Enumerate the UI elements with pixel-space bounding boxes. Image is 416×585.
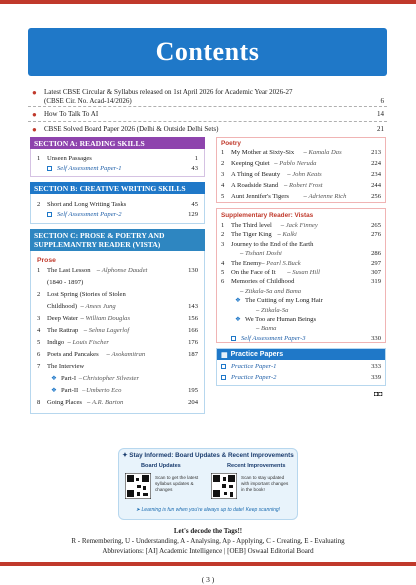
bullet-diamond-icon: ❖ <box>235 297 241 305</box>
decode-line-1: R - Remembering, U - Understanding, A - Analysing, Ap - Applying, C - Creating, E - Evaluating <box>71 537 345 545</box>
row-page: 244 <box>371 182 381 189</box>
toc-row[interactable] <box>221 160 381 168</box>
self-assessment-row[interactable] <box>37 211 198 219</box>
section-b-title: SECTION B: CREATIVE WRITING SKILLS <box>34 183 186 193</box>
stay-footer-text: Learning is fun when you're always up to date! Keep scanning! <box>141 507 281 513</box>
board-updates-label: Board Updates <box>141 463 181 469</box>
top-item-page: 21 <box>377 125 384 133</box>
row-dash: – <box>261 259 265 267</box>
row-dash: – <box>80 315 84 322</box>
toc-row[interactable] <box>221 269 381 277</box>
toc-row[interactable] <box>221 288 381 296</box>
practice-papers-header <box>217 349 385 360</box>
row-title: The Tiger King <box>231 231 272 239</box>
row-page: 1 <box>194 155 198 162</box>
toc-row[interactable] <box>221 325 381 333</box>
row-page: 286 <box>371 250 381 258</box>
row-dash: – <box>67 339 71 346</box>
row-author: Pearl S.Buck <box>266 259 301 267</box>
row-dash: – <box>280 222 285 229</box>
row-page: 339 <box>371 374 381 381</box>
row-author: Bama <box>261 325 277 333</box>
top-item-text-2: (CBSE Cir. No. Acad-14/2026) <box>44 97 132 105</box>
row-author: Pablo Neruda <box>279 160 317 167</box>
row-page: 307 <box>371 269 381 276</box>
toc-row[interactable] <box>37 327 198 335</box>
section-c-title: SECTION C: PROSE & POETRY AND <box>34 231 165 240</box>
row-author: Kalki <box>282 231 297 239</box>
bullet-icon: ● <box>32 110 37 119</box>
row-title: On the Face of It <box>231 269 276 276</box>
bulb-icon: ✦ <box>122 452 130 459</box>
row-author: Asokamitran <box>111 351 146 358</box>
row-title: Short and Long Writing Tasks <box>47 201 127 208</box>
stay-informed-title <box>119 452 297 459</box>
toc-row[interactable] <box>221 193 381 201</box>
self-assessment-row[interactable] <box>221 335 381 343</box>
row-title: We Too are Human Beings <box>245 316 317 323</box>
toc-row[interactable] <box>37 279 198 287</box>
row-title: The Rattrap <box>47 327 79 334</box>
divider <box>28 106 387 107</box>
row-title: The Cutting of my Long Hair <box>245 297 323 305</box>
row-title: Lost Spring (Stories of Stolen <box>47 291 126 298</box>
row-page: 187 <box>188 351 198 358</box>
practice-papers-icon: ▦ <box>221 351 228 359</box>
row-title: Deep Water <box>47 315 79 322</box>
row-author: Jack Finney <box>285 222 318 229</box>
toc-row[interactable] <box>221 307 381 315</box>
row-dash: – <box>78 375 83 382</box>
row-title: Self Assessment Paper-3 <box>241 334 306 342</box>
section-a-header <box>30 137 205 149</box>
toc-subrow[interactable] <box>37 375 198 383</box>
row-title: Childhood) <box>47 303 78 310</box>
row-page: 213 <box>371 149 381 156</box>
row-number: 3 <box>221 171 225 178</box>
bullet-icon: ● <box>32 88 37 97</box>
row-title: (1840 - 1897) <box>47 279 84 286</box>
toc-row[interactable] <box>221 260 381 268</box>
row-author: William Douglas <box>85 315 131 322</box>
row-author: Anees Jung <box>85 303 116 310</box>
row-number: 5 <box>221 269 225 276</box>
toc-row[interactable] <box>221 241 381 249</box>
stay-title-text: Stay Informed: Board Updates & Recent Improvements <box>129 452 294 459</box>
row-title: Self Assessment Paper-2 <box>57 211 122 218</box>
row-title: Practice Paper-2 <box>231 374 277 381</box>
stay-footer <box>119 507 297 513</box>
row-page: 156 <box>188 315 198 322</box>
checkbox-icon <box>47 212 52 217</box>
row-title: Poets and Pancakes <box>47 351 99 358</box>
top-accent-bar <box>0 0 416 4</box>
toc-row[interactable] <box>37 291 198 299</box>
row-title: Memories of Childhood <box>231 278 295 286</box>
toc-subrow[interactable] <box>37 387 198 395</box>
toc-row[interactable] <box>221 182 381 190</box>
divider <box>28 121 387 122</box>
row-dash: – <box>87 399 91 406</box>
decode-line-2: Abbreviations: [AI] Academic Intelligence | [OEB] Oswaal Editorial Board <box>102 547 314 555</box>
row-author: A.R. Barton <box>92 399 124 406</box>
page-title: Contents <box>155 37 260 66</box>
top-item-page: 6 <box>380 97 384 105</box>
checkbox-icon <box>221 364 226 369</box>
row-dash: – <box>287 171 291 178</box>
row-title: My Mother at Sixty-Six <box>231 149 295 156</box>
row-page: 143 <box>188 303 198 310</box>
row-number: 5 <box>37 339 41 346</box>
row-page: 234 <box>371 171 381 178</box>
row-page: 333 <box>371 363 381 370</box>
top-item-text: Latest CBSE Circular & Syllabus released on 1st April 2026 for Academic Year 2026-27 <box>44 88 293 96</box>
top-item-text: How To Talk To AI <box>44 110 99 118</box>
row-page: 297 <box>371 259 381 267</box>
row-author: Tishani Doshi <box>245 250 282 258</box>
row-title: Self Assessment Paper-1 <box>57 165 122 172</box>
row-dash: – <box>287 269 291 276</box>
board-updates-text: Scan to get the latest syllabus updates & changes <box>155 475 199 492</box>
section-a-title: SECTION A: READING SKILLS <box>34 138 145 148</box>
row-page: 43 <box>191 165 198 172</box>
practice-papers-box <box>216 348 386 386</box>
row-title: Unseen Passages <box>47 155 92 162</box>
row-number: 6 <box>221 278 225 286</box>
row-page: 256 <box>371 193 381 200</box>
row-dash: – <box>303 149 307 156</box>
row-number: 2 <box>221 160 225 167</box>
section-end-mark: ◘◘ <box>374 390 383 398</box>
row-page: 129 <box>188 211 198 218</box>
row-page: 204 <box>188 399 198 406</box>
row-author: Alphonse Daudet <box>101 267 148 274</box>
row-dash: – <box>303 193 307 200</box>
row-page: 130 <box>188 267 198 274</box>
section-a-box <box>30 149 205 177</box>
bottom-accent-bar <box>0 562 416 566</box>
row-author: Adrienne Rich <box>308 193 347 200</box>
row-dash: – <box>96 267 101 274</box>
row-dash: – <box>82 387 86 394</box>
row-page: 176 <box>188 339 198 346</box>
row-dash: – <box>256 306 260 314</box>
practice-papers-title: Practice Papers <box>230 351 284 358</box>
toc-row[interactable] <box>221 278 381 286</box>
row-title: Indigo <box>47 339 65 346</box>
toc-row[interactable] <box>37 303 198 311</box>
row-number: 3 <box>221 240 225 248</box>
row-author: Zitkala-Sa <box>261 306 289 314</box>
decode-title: Let's decode the Tags!! <box>173 527 243 535</box>
row-author: Zitkala-Sa and Bama <box>245 287 302 295</box>
row-title: The Interview <box>47 363 85 370</box>
row-number: 2 <box>221 231 225 239</box>
row-number: 1 <box>221 149 225 156</box>
row-dash: – <box>274 160 278 167</box>
stay-informed-box <box>118 448 298 520</box>
vistas-heading: Supplementary Reader: Vistas <box>221 212 314 219</box>
self-assessment-row[interactable] <box>37 165 198 173</box>
row-number: 4 <box>37 327 41 334</box>
toc-row[interactable] <box>37 363 198 371</box>
toc-row[interactable] <box>221 171 381 179</box>
bullet-diamond-icon: ❖ <box>235 316 241 323</box>
top-item-page: 14 <box>377 110 384 118</box>
row-title: The Last Lesson <box>47 267 91 274</box>
row-title: Part-I <box>61 375 77 382</box>
recent-improvements-label: Recent Improvements <box>227 463 286 469</box>
row-number: 4 <box>221 182 225 189</box>
toc-row[interactable] <box>37 267 198 275</box>
toc-row[interactable] <box>37 315 198 323</box>
top-item-ai <box>32 110 384 119</box>
row-number: 3 <box>37 315 41 322</box>
section-c-title-2: SUPPLEMANTRY READER (VISTA) <box>34 240 161 249</box>
row-number: 1 <box>37 267 41 274</box>
recent-improvements-text: Scan to stay updated with important changes in the book! <box>241 475 289 492</box>
row-title: Practice Paper-1 <box>231 363 277 370</box>
row-dash: – <box>277 231 281 239</box>
row-title: A Thing of Beauty <box>231 171 281 178</box>
row-author: Umberto Eco <box>86 387 122 394</box>
top-item-circular <box>32 88 384 106</box>
toc-row[interactable] <box>37 399 198 407</box>
row-title: Aunt Jennifer's Tigers <box>231 193 289 200</box>
rocket-icon: ➤ <box>135 507 142 513</box>
row-title: The Third level <box>231 222 272 229</box>
contents-banner <box>28 28 387 76</box>
checkbox-icon <box>47 166 52 171</box>
qr-code-icon[interactable] <box>211 473 237 499</box>
toc-row[interactable] <box>37 339 198 347</box>
row-title: Part-II <box>61 387 79 394</box>
bullet-diamond-icon: ❖ <box>51 387 57 394</box>
toc-row[interactable] <box>37 201 198 209</box>
toc-row[interactable] <box>221 231 381 239</box>
qr-code-icon[interactable] <box>125 473 151 499</box>
toc-row[interactable] <box>221 250 381 258</box>
row-author: Kamala Das <box>308 149 342 156</box>
row-page: 166 <box>188 327 198 334</box>
poetry-heading: Poetry <box>221 140 241 147</box>
row-page: 276 <box>371 231 381 239</box>
row-dash: – <box>240 287 244 295</box>
toc-subrow[interactable] <box>221 316 381 324</box>
row-page: 224 <box>371 160 381 167</box>
row-number: 1 <box>221 222 225 229</box>
row-title: Keeping Quiet <box>231 160 270 167</box>
row-dash: – <box>256 325 260 333</box>
practice-paper-row[interactable] <box>221 374 381 382</box>
toc-row[interactable] <box>37 155 198 163</box>
toc-row[interactable] <box>37 351 198 359</box>
row-number: 7 <box>37 363 41 370</box>
section-c-box <box>30 251 205 414</box>
top-item-board-paper <box>32 125 384 134</box>
row-title: Going Places <box>47 399 82 406</box>
row-number: 5 <box>221 193 225 200</box>
row-number: 2 <box>37 291 41 298</box>
row-title: Journey to the End of the Earth <box>231 240 314 248</box>
row-title: The Enemy <box>231 259 262 267</box>
row-number: 8 <box>37 399 41 406</box>
bullet-diamond-icon: ❖ <box>51 375 57 382</box>
row-dash: – <box>284 182 288 189</box>
row-dash: – <box>80 303 84 310</box>
row-page: 195 <box>188 387 198 394</box>
row-author: Susan Hill <box>292 269 320 276</box>
row-dash: – <box>83 327 88 334</box>
toc-row[interactable] <box>221 149 381 157</box>
row-dash: – <box>106 351 110 358</box>
section-b-box <box>30 194 205 224</box>
row-title: A Roadside Stand <box>231 182 279 189</box>
page-number: ( 3 ) <box>201 575 215 584</box>
poetry-box <box>216 137 386 203</box>
row-author: Selma Lagerlof <box>88 327 130 334</box>
section-c-header <box>30 229 205 251</box>
row-number: 1 <box>37 155 41 162</box>
checkbox-icon <box>231 336 236 341</box>
section-b-header <box>30 182 205 194</box>
vistas-box <box>216 208 386 343</box>
top-item-text: CBSE Solved Board Paper 2026 (Delhi & Outside Delhi Sets) <box>44 125 219 133</box>
row-page: 265 <box>371 222 381 229</box>
row-page: 45 <box>191 201 198 208</box>
row-dash: – <box>240 250 244 258</box>
toc-row[interactable] <box>221 222 381 230</box>
row-author: Louis Fischer <box>72 339 109 346</box>
row-author: John Keats <box>292 171 322 178</box>
row-page: 319 <box>371 278 381 286</box>
row-author: Robert Frost <box>289 182 323 189</box>
checkbox-icon <box>221 375 226 380</box>
row-author: Christopher Silvester <box>82 375 140 382</box>
bullet-icon: ● <box>32 125 37 134</box>
row-page: 330 <box>371 334 381 342</box>
prose-heading: Prose <box>37 257 56 264</box>
toc-subrow[interactable] <box>221 297 381 305</box>
practice-paper-row[interactable] <box>221 363 381 371</box>
row-number: 6 <box>37 351 41 358</box>
row-number: 2 <box>37 201 41 208</box>
row-number: 4 <box>221 259 225 267</box>
